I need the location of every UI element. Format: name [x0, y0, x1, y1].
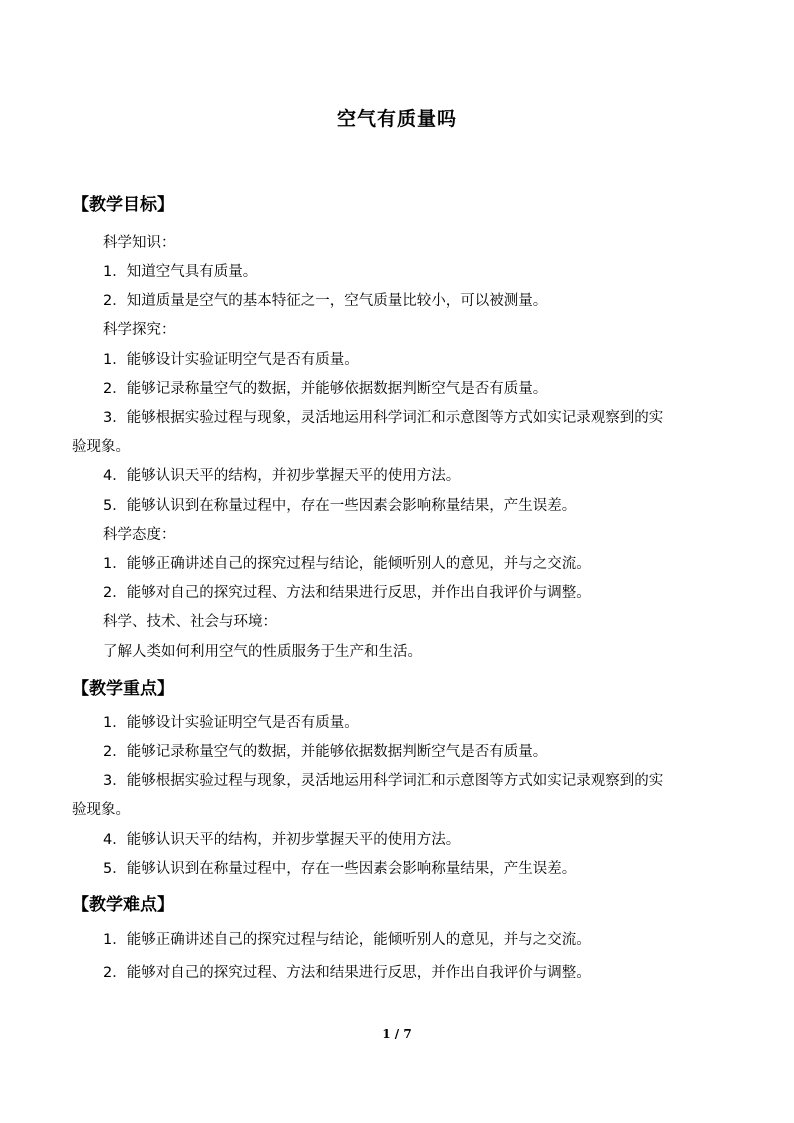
- difficulty-item: 1．能够正确讲述自己的探究过程与结论，能倾听别人的意见，并与之交流。: [103, 932, 591, 948]
- objective-item: 了解人类如何利用空气的性质服务于生产和生活。: [103, 644, 422, 660]
- objective-item: 2．能够对自己的探究过程、方法和结果进行反思，并作出自我评价与调整。: [103, 585, 591, 601]
- key-point-item: 4．能够认识天平的结构，并初步掌握天平的使用方法。: [103, 832, 461, 848]
- key-point-item: 5．能够认识到在称量过程中，存在一些因素会影响称量结果，产生误差。: [103, 861, 577, 877]
- page-number: 1 / 7: [382, 1027, 412, 1041]
- key-point-item: 2．能够记录称量空气的数据，并能够依据数据判断空气是否有质量。: [103, 744, 548, 760]
- section-heading-key-points: 【教学重点】: [72, 679, 174, 699]
- subsection-label-sts: 科学、技术、社会与环境：: [103, 614, 277, 630]
- key-point-item: 3．能够根据实验过程与现象，灵活地运用科学词汇和示意图等方式如实记录观察到的实: [103, 773, 664, 789]
- objective-item: 2．知道质量是空气的基本特征之一，空气质量比较小，可以被测量。: [103, 293, 548, 309]
- objective-item: 4．能够认识天平的结构，并初步掌握天平的使用方法。: [103, 468, 461, 484]
- difficulty-item: 2．能够对自己的探究过程、方法和结果进行反思，并作出自我评价与调整。: [103, 965, 591, 981]
- key-point-item-continuation: 验现象。: [72, 802, 130, 818]
- objective-item: 1．知道空气具有质量。: [103, 264, 258, 280]
- key-point-item: 1．能够设计实验证明空气是否有质量。: [103, 715, 359, 731]
- objective-item: 3．能够根据实验过程与现象，灵活地运用科学词汇和示意图等方式如实记录观察到的实: [103, 410, 664, 426]
- subsection-label-knowledge: 科学知识：: [103, 235, 176, 251]
- objective-item-continuation: 验现象。: [72, 439, 130, 455]
- page-title: 空气有质量吗: [336, 108, 457, 130]
- objective-item: 2．能够记录称量空气的数据，并能够依据数据判断空气是否有质量。: [103, 381, 548, 397]
- subsection-label-inquiry: 科学探究：: [103, 322, 176, 338]
- objective-item: 1．能够设计实验证明空气是否有质量。: [103, 352, 359, 368]
- subsection-label-attitude: 科学态度：: [103, 527, 176, 543]
- objective-item: 1．能够正确讲述自己的探究过程与结论，能倾听别人的意见，并与之交流。: [103, 556, 591, 572]
- section-heading-difficulties: 【教学难点】: [72, 895, 174, 915]
- objective-item: 5．能够认识到在称量过程中，存在一些因素会影响称量结果，产生误差。: [103, 498, 577, 514]
- section-heading-objectives: 【教学目标】: [72, 195, 174, 215]
